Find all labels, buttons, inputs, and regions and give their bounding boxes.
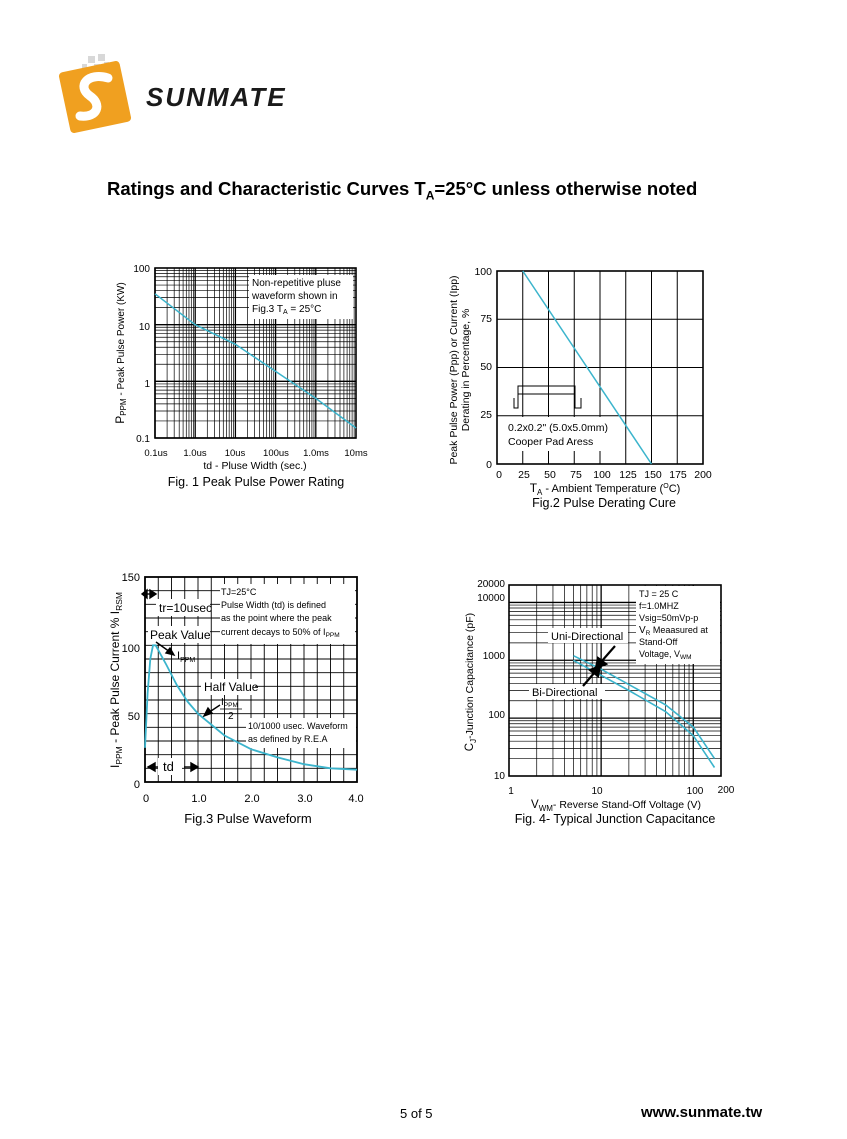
fig1-xtick-10ms: 10ms: [344, 448, 368, 459]
fig3-xtick-2.0: 2.0: [244, 793, 260, 805]
fig3-half-denominator: 2: [228, 711, 234, 722]
footer-website: www.sunmate.tw: [641, 1104, 763, 1121]
fig4-xtick-1: 1: [508, 786, 514, 797]
fig2-ytick-100: 100: [474, 266, 492, 278]
fig3-x-ticks: [143, 793, 364, 805]
fig1-ytick-0.1: 0.1: [136, 434, 150, 445]
fig1-chart: [108, 258, 388, 494]
fig3-note-line1: TJ=25°C: [221, 587, 257, 597]
fig2-xtick-175: 175: [669, 469, 687, 481]
fig3-wave-line1: 10/1000 usec. Waveform: [248, 721, 348, 731]
fig3-ytick-0: 0: [133, 779, 140, 791]
fig2-pad-note-line2: Cooper Pad Aress: [508, 436, 594, 448]
fig3-ippm-label: $I_{PPM}$: [177, 650, 196, 664]
logo-wordmark: SUNMATE: [146, 82, 287, 112]
fig3-note-line3: as the point where the peak: [221, 613, 332, 623]
fig4-xtick-200: 200: [717, 785, 735, 796]
fig2-y-label-line2: Derating in Percentage, %: [460, 308, 472, 432]
fig2-chart: [440, 258, 730, 516]
fig3-wave-line2: as defined by R.E.A: [248, 734, 328, 744]
fig3-note-line2: Pulse Width (td) is defined: [221, 600, 327, 610]
fig3-half-numerator: $I_{PPM}$: [221, 697, 238, 709]
fig1-note-line3: Fig.3 $T_A = 25^\circ C$: [252, 304, 322, 316]
fig4-ytick-10000: 10000: [477, 593, 505, 604]
fig4-note-line1: TJ = 25 C: [639, 589, 679, 599]
fig3-ytick-100: 100: [121, 643, 140, 655]
fig2-xtick-125: 125: [619, 469, 637, 481]
fig2-xtick-25: 25: [518, 469, 530, 481]
fig3-y-ticks: [122, 572, 140, 791]
fig3-xtick-3.0: 3.0: [297, 793, 313, 805]
fig1-y-ticks: [133, 264, 150, 445]
fig2-pad-note-line1: 0.2x0.2" (5.0x5.0mm): [508, 422, 609, 434]
fig3-xtick-4.0: 4.0: [348, 793, 364, 805]
fig3-chart: [100, 568, 380, 830]
fig2-y-ticks: [474, 266, 492, 471]
fig1-ytick-1: 1: [144, 379, 150, 390]
fig2-xtick-200: 200: [694, 469, 712, 481]
fig3-td-label: td: [163, 759, 174, 774]
fig4-xtick-10: 10: [591, 786, 603, 797]
fig1-y-label: $P_{PPM}$ - Peak Pulse Power (KW): [113, 282, 128, 424]
fig3-tr-label: tr=10usec: [159, 601, 213, 615]
fig3-ytick-50: 50: [127, 711, 140, 723]
fig4-note-line3: Vsig=50mVp-p: [639, 613, 699, 623]
fig2-xtick-50: 50: [544, 469, 556, 481]
fig4-note-line2: f=1.0MHZ: [639, 601, 679, 611]
sunmate-logo: [58, 52, 328, 142]
fig4-bi-label: Bi-Directional: [532, 687, 598, 699]
fig1-xtick-100us: 100us: [263, 448, 289, 459]
fig4-ytick-20000: 20000: [477, 579, 505, 590]
fig2-x-label: $T_A$ - Ambient Temperature ($^O$C): [529, 481, 681, 497]
fig3-xtick-0: 0: [142, 793, 150, 805]
fig4-ytick-100: 100: [488, 710, 505, 721]
fig1-note-line1: Non-repetitive pluse: [252, 278, 341, 289]
fig3-ytick-150: 150: [121, 572, 140, 584]
fig1-xtick-0.1us: 0.1us: [144, 448, 168, 459]
fig3-caption: Fig.3 Pulse Waveform: [184, 811, 312, 826]
fig2-xtick-100: 100: [593, 469, 611, 481]
fig2-ytick-0: 0: [486, 459, 492, 471]
fig1-xtick-10us: 10us: [224, 448, 246, 459]
fig4-chart: [455, 572, 745, 830]
fig1-xtick-1.0ms: 1.0ms: [303, 448, 329, 459]
fig4-x-ticks: [508, 785, 735, 797]
fig3-half-label: Half Value: [204, 680, 259, 694]
fig2-xtick-0: 0: [496, 469, 502, 481]
fig4-ytick-10: 10: [493, 771, 505, 782]
fig2-ytick-25: 25: [480, 409, 492, 421]
fig1-ytick-10: 10: [138, 322, 150, 333]
fig3-xtick-1.0: 1.0: [191, 793, 207, 805]
fig2-ytick-75: 75: [480, 313, 492, 325]
fig4-note-line5: Stand-Off: [639, 637, 678, 647]
fig1-note-line2: waveform shown in: [252, 291, 338, 302]
footer-page-number: 5 of 5: [400, 1106, 433, 1121]
fig2-caption: Fig.2 Pulse Derating Cure: [532, 496, 676, 510]
fig4-ytick-1000: 1000: [482, 651, 505, 662]
page-title: Ratings and Characteristic Curves $T_A=25^\circ C$ unless otherwise noted: [107, 178, 698, 203]
fig3-y-label: $I_{PPM}$ - Peak Pulse Current % $I_{RSM}$: [108, 591, 124, 769]
fig4-x-label: $V_{WM}-$ Reverse Stand-Off Voltage (V): [531, 799, 701, 813]
fig2-xtick-150: 150: [644, 469, 662, 481]
fig4-y-ticks: [477, 579, 505, 782]
fig4-y-label: $C_J$-Junction Capacitance (pF): [464, 612, 478, 752]
fig4-note-line6: Voltage, $V_{WM}$: [639, 649, 692, 661]
fig2-ytick-50: 50: [480, 361, 492, 373]
fig2-y-label-line1: Peak Pulse Power (Ppp) or Current (Ipp): [448, 275, 460, 465]
fig2-xtick-75: 75: [570, 469, 582, 481]
fig1-ytick-100: 100: [133, 264, 150, 275]
fig3-note-line4: current decays to 50% of $I_{PPM}$: [221, 627, 340, 639]
fig1-x-ticks: [144, 448, 367, 459]
fig1-xtick-1.0us: 1.0us: [183, 448, 207, 459]
fig3-peak-label: Peak Value: [150, 628, 211, 642]
fig1-caption: Fig. 1 Peak Pulse Power Rating: [167, 475, 345, 489]
fig1-x-label: td - Pluse Width (sec.): [203, 460, 307, 472]
fig4-uni-label: Uni-Directional: [551, 631, 624, 643]
fig2-x-ticks: [496, 469, 712, 481]
fig4-xtick-100: 100: [686, 786, 704, 797]
fig4-note-line4: $V_R$ Meaasured at: [639, 625, 708, 637]
fig4-caption: Fig. 4- Typical Junction Capacitance: [514, 812, 716, 826]
fig2-pad-icon: [514, 386, 581, 408]
